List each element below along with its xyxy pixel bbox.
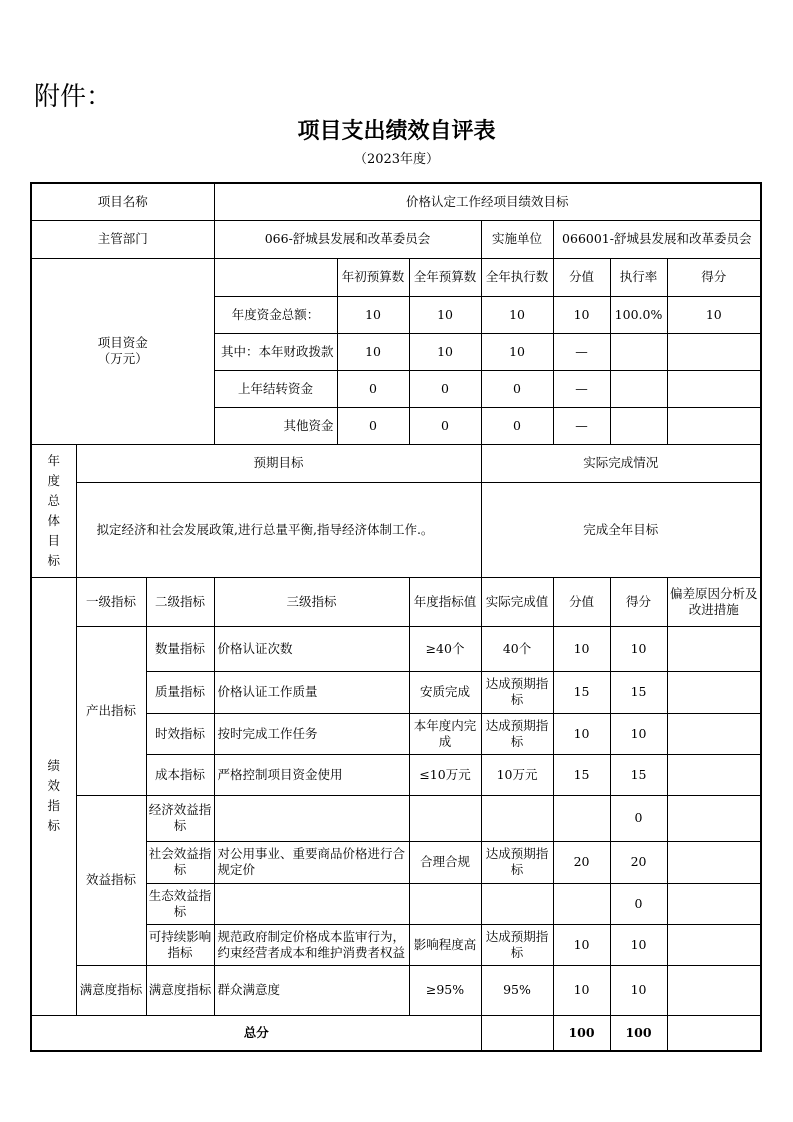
indicator-note bbox=[667, 671, 761, 713]
funds-cell: 10 bbox=[409, 333, 481, 370]
indicator-l3: 对公用事业、重要商品价格进行合规定价 bbox=[214, 841, 409, 883]
indicator-l2: 数量指标 bbox=[146, 626, 214, 671]
indicator-actual: 达成预期指标 bbox=[481, 841, 553, 883]
indicator-target: 合理合规 bbox=[409, 841, 481, 883]
indicator-note bbox=[667, 841, 761, 883]
funds-cell: 0 bbox=[409, 370, 481, 407]
goals-content-row bbox=[31, 482, 761, 577]
indicator-got: 10 bbox=[610, 626, 667, 671]
funds-cell: 10 bbox=[553, 296, 610, 333]
expected-goal-text: 拟定经济和社会发展政策,进行总量平衡,指导经济体制工作.。 bbox=[76, 482, 481, 577]
funds-cell: 100.0% bbox=[610, 296, 667, 333]
indicator-actual: 达成预期指标 bbox=[481, 671, 553, 713]
indicator-l2: 社会效益指标 bbox=[146, 841, 214, 883]
total-blank bbox=[481, 1015, 553, 1051]
funds-row-name: 其中：本年财政拨款 bbox=[214, 333, 337, 370]
funds-cell: 10 bbox=[667, 296, 761, 333]
indicators-label: 绩效指标 bbox=[31, 577, 76, 1015]
funds-cell: 10 bbox=[337, 296, 409, 333]
funds-header-cell: 全年预算数 bbox=[409, 258, 481, 296]
indicator-actual: 达成预期指标 bbox=[481, 713, 553, 754]
indicator-header-cell: 年度指标值 bbox=[409, 577, 481, 626]
indicator-score: 10 bbox=[553, 965, 610, 1015]
indicator-score: 10 bbox=[553, 626, 610, 671]
indicator-target: 安质完成 bbox=[409, 671, 481, 713]
indicator-got: 20 bbox=[610, 841, 667, 883]
indicator-score bbox=[553, 795, 610, 841]
funds-header-cell: 全年执行数 bbox=[481, 258, 553, 296]
funds-header-cell: 得分 bbox=[667, 258, 761, 296]
indicator-header-cell: 一级指标 bbox=[76, 577, 146, 626]
indicator-score: 15 bbox=[553, 671, 610, 713]
indicator-actual: 40个 bbox=[481, 626, 553, 671]
funds-cell: 0 bbox=[409, 407, 481, 444]
total-note bbox=[667, 1015, 761, 1051]
indicator-l3: 规范政府制定价格成本监审行为，约束经营者成本和维护消费者权益 bbox=[214, 924, 409, 965]
indicator-l2: 可持续影响指标 bbox=[146, 924, 214, 965]
indicator-l2: 质量指标 bbox=[146, 671, 214, 713]
indicator-note bbox=[667, 795, 761, 841]
impl-value: 066001-舒城县发展和改革委员会 bbox=[553, 220, 761, 258]
indicator-row bbox=[31, 965, 761, 1015]
funds-cell bbox=[610, 407, 667, 444]
indicator-got: 15 bbox=[610, 671, 667, 713]
funds-cell: — bbox=[553, 407, 610, 444]
funds-cell: — bbox=[553, 370, 610, 407]
page-title: 项目支出绩效自评表 bbox=[297, 119, 496, 144]
indicator-target: ≥95% bbox=[409, 965, 481, 1015]
indicator-note bbox=[667, 965, 761, 1015]
indicator-score: 10 bbox=[553, 924, 610, 965]
funds-cell bbox=[610, 333, 667, 370]
indicator-note bbox=[667, 754, 761, 795]
indicator-actual bbox=[481, 795, 553, 841]
funds-cell: — bbox=[553, 333, 610, 370]
indicator-row bbox=[31, 795, 761, 841]
indicator-header-cell: 分值 bbox=[553, 577, 610, 626]
funds-cell: 10 bbox=[409, 296, 481, 333]
funds-cell: 10 bbox=[481, 333, 553, 370]
funds-header-row bbox=[31, 258, 761, 296]
indicator-row bbox=[31, 626, 761, 671]
indicator-l2: 时效指标 bbox=[146, 713, 214, 754]
indicator-l3: 价格认证工作质量 bbox=[214, 671, 409, 713]
indicator-l2: 成本指标 bbox=[146, 754, 214, 795]
indicator-l2: 经济效益指标 bbox=[146, 795, 214, 841]
indicator-score: 15 bbox=[553, 754, 610, 795]
expected-goal-label: 预期目标 bbox=[76, 444, 481, 482]
indicator-header-cell: 偏差原因分析及改进措施 bbox=[667, 577, 761, 626]
indicator-l3: 严格控制项目资金使用 bbox=[214, 754, 409, 795]
indicator-actual: 达成预期指标 bbox=[481, 924, 553, 965]
dept-value: 066-舒城县发展和改革委员会 bbox=[214, 220, 481, 258]
indicator-note bbox=[667, 713, 761, 754]
goals-label: 年度总体目标 bbox=[31, 444, 76, 577]
funds-cell bbox=[667, 370, 761, 407]
indicator-l3: 群众满意度 bbox=[214, 965, 409, 1015]
total-got: 100 bbox=[610, 1015, 667, 1051]
total-row bbox=[31, 1015, 761, 1051]
project-name-value: 价格认定工作经项目绩效目标 bbox=[214, 183, 761, 220]
funds-header-cell: 执行率 bbox=[610, 258, 667, 296]
indicator-l3: 价格认证次数 bbox=[214, 626, 409, 671]
funds-cell: 0 bbox=[337, 407, 409, 444]
department-row bbox=[31, 220, 761, 258]
indicator-target: ≤10万元 bbox=[409, 754, 481, 795]
indicator-note bbox=[667, 924, 761, 965]
indicator-target: 本年度内完成 bbox=[409, 713, 481, 754]
indicator-score bbox=[553, 883, 610, 924]
actual-goal-text: 完成全年目标 bbox=[481, 482, 761, 577]
indicator-l2: 生态效益指标 bbox=[146, 883, 214, 924]
indicator-score: 20 bbox=[553, 841, 610, 883]
funds-row-name: 其他资金 bbox=[214, 407, 337, 444]
funds-cell: 0 bbox=[481, 370, 553, 407]
indicator-header-cell: 得分 bbox=[610, 577, 667, 626]
funds-cell bbox=[667, 333, 761, 370]
total-label: 总分 bbox=[31, 1015, 481, 1051]
funds-header-cell: 年初预算数 bbox=[337, 258, 409, 296]
indicator-target: ≥40个 bbox=[409, 626, 481, 671]
indicator-header-cell: 三级指标 bbox=[214, 577, 409, 626]
attachment-label: 附件： bbox=[34, 82, 113, 112]
indicator-actual: 10万元 bbox=[481, 754, 553, 795]
funds-cell: 0 bbox=[481, 407, 553, 444]
performance-table bbox=[30, 182, 762, 1052]
funds-header-cell: 分值 bbox=[553, 258, 610, 296]
level1-satisfaction: 满意度指标 bbox=[76, 965, 146, 1015]
funds-blank-header bbox=[214, 258, 337, 296]
indicator-got: 0 bbox=[610, 795, 667, 841]
goals-header-row bbox=[31, 444, 761, 482]
funds-cell: 10 bbox=[337, 333, 409, 370]
project-name-row bbox=[31, 183, 761, 220]
total-score: 100 bbox=[553, 1015, 610, 1051]
funds-row-name: 上年结转资金 bbox=[214, 370, 337, 407]
indicator-l3: 按时完成工作任务 bbox=[214, 713, 409, 754]
impl-label: 实施单位 bbox=[481, 220, 553, 258]
indicator-got: 15 bbox=[610, 754, 667, 795]
indicator-got: 10 bbox=[610, 713, 667, 754]
indicator-got: 10 bbox=[610, 965, 667, 1015]
indicator-target bbox=[409, 883, 481, 924]
indicator-note bbox=[667, 883, 761, 924]
funds-label: 项目资金 （万元） bbox=[31, 258, 214, 444]
indicator-target: 影响程度高 bbox=[409, 924, 481, 965]
funds-cell bbox=[667, 407, 761, 444]
funds-cell: 10 bbox=[481, 296, 553, 333]
dept-label: 主管部门 bbox=[31, 220, 214, 258]
indicator-got: 0 bbox=[610, 883, 667, 924]
funds-row-name: 年度资金总额： bbox=[214, 296, 337, 333]
indicator-actual bbox=[481, 883, 553, 924]
level1-benefit: 效益指标 bbox=[76, 795, 146, 965]
actual-goal-label: 实际完成情况 bbox=[481, 444, 761, 482]
indicator-target bbox=[409, 795, 481, 841]
indicator-header-cell: 二级指标 bbox=[146, 577, 214, 626]
indicator-l2: 满意度指标 bbox=[146, 965, 214, 1015]
project-name-label: 项目名称 bbox=[31, 183, 214, 220]
indicator-note bbox=[667, 626, 761, 671]
level1-output: 产出指标 bbox=[76, 626, 146, 795]
indicator-actual: 95% bbox=[481, 965, 553, 1015]
funds-cell: 0 bbox=[337, 370, 409, 407]
indicator-l3 bbox=[214, 883, 409, 924]
indicator-score: 10 bbox=[553, 713, 610, 754]
funds-cell bbox=[610, 370, 667, 407]
indicator-header-cell: 实际完成值 bbox=[481, 577, 553, 626]
indicator-l3 bbox=[214, 795, 409, 841]
indicator-got: 10 bbox=[610, 924, 667, 965]
indicator-header-row bbox=[31, 577, 761, 626]
page-subtitle: （2023年度） bbox=[353, 152, 440, 167]
